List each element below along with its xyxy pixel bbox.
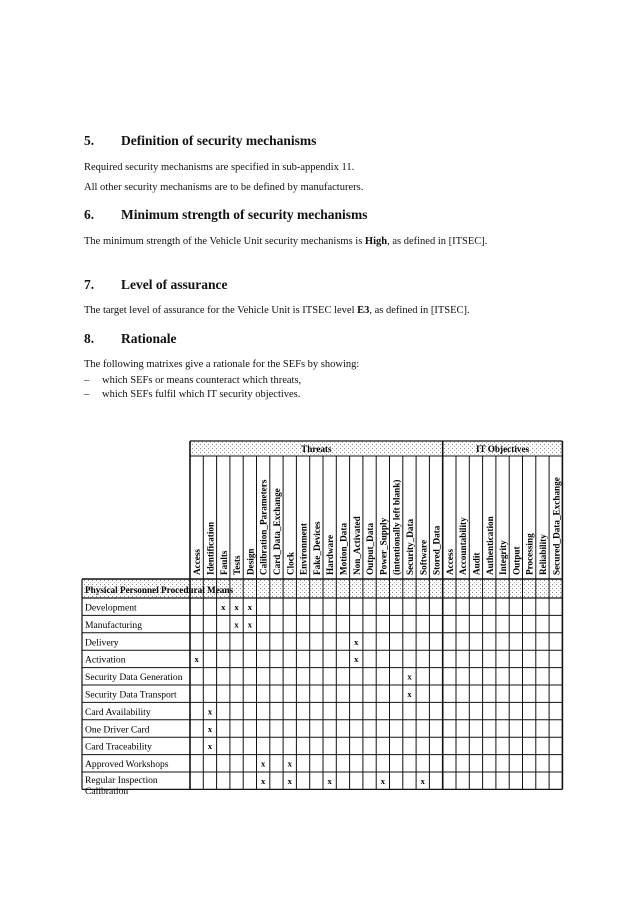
column-header: Output_Data (365, 522, 376, 575)
column-header: Calibration_Parameters (258, 479, 269, 575)
matrix-mark: x (207, 706, 213, 717)
row-label: Card Traceability (85, 741, 152, 753)
column-header: Motion_Data (338, 522, 349, 575)
paragraph-text: The minimum strength of the Vehicle Unit security mechanisms is (84, 236, 365, 247)
matrix-mark: x (380, 776, 385, 786)
column-header: Secured_Data_Exchange (551, 477, 562, 575)
column-header: Stored_Data (431, 525, 442, 575)
section-header: Physical Personnel Procedural Means (85, 585, 234, 595)
column-header: Reliability (537, 534, 548, 575)
column-header: Security_Data (404, 518, 415, 575)
row-label: Security Data Transport (85, 689, 177, 701)
column-header: Design (245, 548, 256, 575)
section-number: 5. (84, 133, 95, 148)
matrix-mark: x (234, 619, 239, 630)
column-header: Fake_Devices (311, 521, 322, 575)
paragraph: All other security mechanisms are to be defined by manufacturers. (84, 182, 364, 193)
section-title: Definition of security mechanisms (121, 133, 317, 148)
column-header: Power_Supply (378, 517, 389, 575)
matrix-mark: x (287, 776, 292, 786)
list-item: – which SEFs fulfil which IT security objectives. (84, 388, 301, 402)
paragraph: The following matrixes give a rationale for the SEFs by showing: (84, 359, 360, 370)
paragraph: Required security mechanisms are specified in sub-appendix 11. (84, 162, 355, 173)
group-label-threats: Threats (301, 444, 332, 454)
matrix-mark: x (407, 689, 412, 699)
list-item: – which SEFs or means counteract which threats, (84, 374, 301, 388)
column-header: Authentication (484, 516, 495, 575)
column-header: Identification (205, 521, 216, 575)
column-header: Access (444, 548, 455, 575)
row-label: Activation (85, 654, 126, 666)
row-label: Calibration (85, 786, 129, 797)
column-header: Integrity (498, 540, 509, 575)
matrix-mark: x (221, 602, 226, 612)
row-label: Regular Inspection (85, 775, 158, 786)
row-label: Security Data Generation (85, 672, 183, 684)
matrix-mark: x (261, 776, 266, 786)
column-header: Access (192, 548, 203, 575)
paragraph-text: , as defined in [ITSEC]. (369, 305, 470, 316)
matrix-mark: x (207, 741, 213, 752)
row-label: One Driver Card (85, 724, 150, 736)
matrix-mark: x (247, 602, 252, 612)
column-header: Tests (232, 555, 243, 575)
matrix-mark: x (194, 654, 199, 665)
matrix-mark: x (261, 758, 266, 769)
row-label: Development (85, 602, 137, 614)
section-number: 8. (84, 331, 95, 346)
assurance-level: E3 (357, 305, 370, 316)
column-header: Faults (218, 550, 229, 575)
column-header: Hardware (325, 534, 336, 575)
group-label-it-objectives: IT Objectives (475, 444, 530, 454)
section-title: Level of assurance (121, 277, 228, 292)
paragraph-text: The target level of assurance for the Vehicle Unit is ITSEC level (84, 305, 358, 316)
strength-value: High (364, 236, 388, 247)
matrix-mark: x (234, 602, 239, 612)
column-header: Card_Data_Exchange (271, 488, 282, 575)
section-title: Rationale (121, 331, 177, 346)
row-label: Card Availability (85, 706, 151, 718)
section-number: 7. (84, 277, 95, 292)
row-label: Approved Workshops (85, 759, 169, 771)
column-header: Software (418, 539, 429, 575)
paragraph-text: , as defined in [ITSEC]. (387, 236, 488, 247)
column-header: Clock (285, 552, 296, 575)
column-header: Output (511, 546, 522, 575)
matrix-mark: x (287, 758, 292, 769)
matrix-mark: x (420, 776, 425, 786)
column-header: Processing (524, 533, 535, 575)
column-header: Accountability (458, 517, 469, 575)
section-title: Minimum strength of security mechanisms (121, 207, 368, 222)
matrix-mark: x (247, 619, 252, 630)
section-number: 6. (84, 207, 95, 222)
column-header: Audit (471, 552, 482, 575)
matrix-mark: x (407, 671, 412, 682)
row-label: Delivery (85, 637, 119, 649)
matrix-grid (82, 441, 562, 789)
column-header: Non_Activated (351, 516, 362, 575)
matrix-mark: x (207, 723, 213, 734)
column-header: Environment (298, 523, 309, 575)
row-label: Manufacturing (85, 619, 143, 631)
matrix-mark: x (354, 654, 359, 665)
matrix-mark: x (354, 636, 359, 647)
matrix-mark: x (327, 776, 332, 786)
column-header: (intentionally left blank) (391, 479, 402, 575)
